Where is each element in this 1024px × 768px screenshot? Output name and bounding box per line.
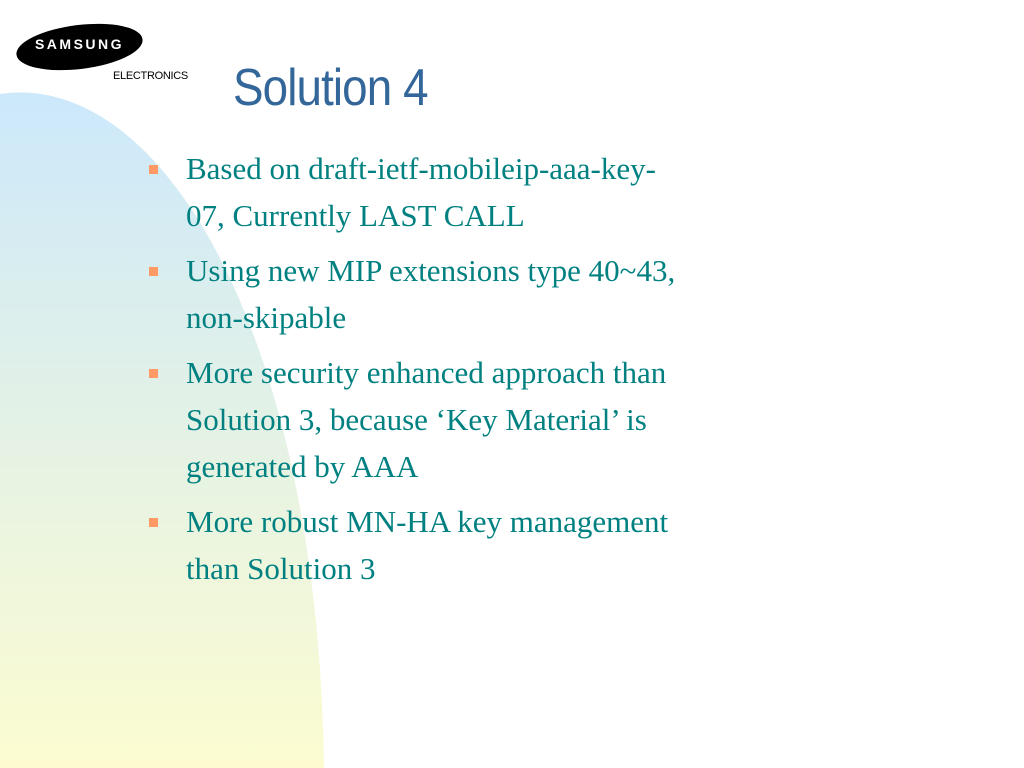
bullet-line: More robust MN-HA key management: [186, 504, 669, 539]
bullet-line: 07, Currently LAST CALL: [186, 198, 525, 233]
bullet-square-icon: [149, 518, 158, 527]
bullet-line: Solution 3, because ‘Key Material’ is: [186, 402, 647, 437]
bullet-square-icon: [149, 267, 158, 276]
bullet-line: Using new MIP extensions type 40~43,: [186, 253, 676, 288]
bullet-line: Based on draft-ietf-mobileip-aaa-key-: [186, 151, 656, 186]
bullet-item: [148, 247, 828, 341]
bullet-item: [148, 498, 828, 592]
logo-brand-text: SAMSUNG: [34, 36, 125, 52]
samsung-logo: [15, 24, 195, 86]
bullet-square-icon: [149, 369, 158, 378]
bullet-line: generated by AAA: [186, 449, 419, 484]
logo-subtitle-text: ELECTRONICS: [113, 70, 188, 82]
bullet-list: [148, 145, 828, 600]
bullet-line: non-skipable: [186, 300, 347, 335]
bullet-line: than Solution 3: [186, 551, 376, 586]
bullet-item: [148, 145, 828, 239]
slide-title: Solution 4: [233, 59, 428, 117]
bullet-line: More security enhanced approach than: [186, 355, 667, 390]
bullet-square-icon: [149, 165, 158, 174]
bullet-item: [148, 349, 828, 490]
